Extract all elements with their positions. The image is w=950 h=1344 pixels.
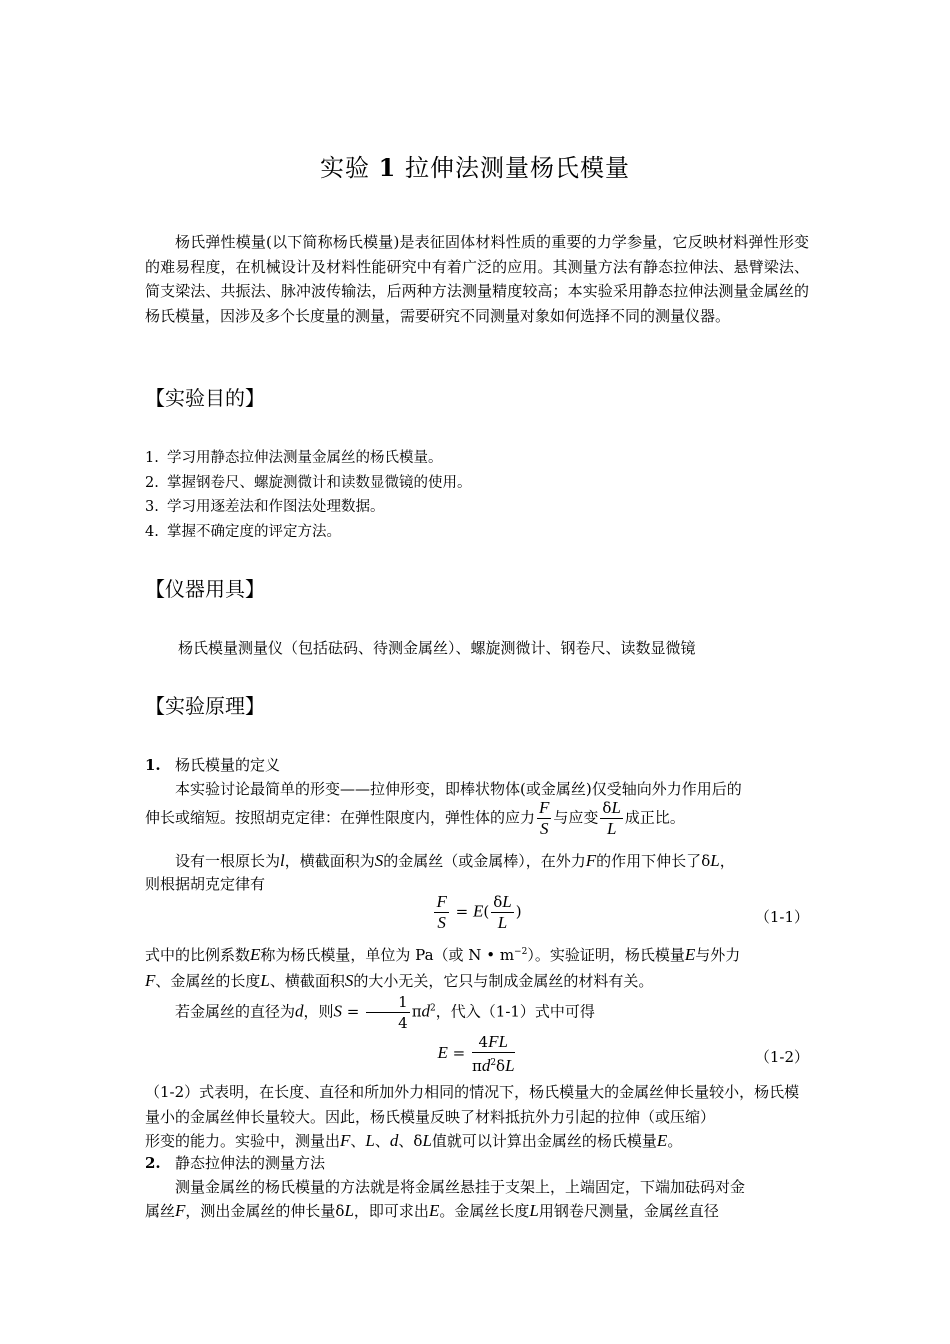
- principle-para-3: 式中的比例系数E称为杨氏模量，单位为 Pa（或 N • $m^{-2}$）。实验证明，杨氏模量E与外力 F、金属丝的长度L、横截面积S的大小无关，它只与制成金属丝的材料有关。: [145, 945, 741, 990]
- principle-para-2b: 则根据胡克定律有: [145, 875, 266, 893]
- principle-para-2: 设有一根原长为l，横截面积为S的金属丝（或金属棒），在外力F的作用下伸长了δL，: [175, 851, 735, 870]
- principle-para-4: 若金属丝的直径为d，则S = $\frac{1}{4}$ $\pi d^2$，代入（1-1）式中可得: [175, 993, 595, 1032]
- section-heading-principle: 【实验原理】: [145, 694, 265, 718]
- equation-1-2: E = $\frac{4FL}{\pi d^2\delta L}$ （1-2）: [437, 1032, 809, 1075]
- subsection-2: 2. 静态拉伸法的测量方法: [145, 1154, 325, 1172]
- principle-para-1a: 本实验讨论最简单的形变——拉伸形变，即棒状物体(或金属丝)仅受轴向外力作用后的: [175, 780, 742, 798]
- section-heading-purpose: 【实验目的】: [145, 386, 265, 410]
- principle-para-6b: 属丝F，测出金属丝的伸长量δL，即可求出E。金属丝长度L用钢卷尺测量，金属丝直径: [145, 1201, 719, 1220]
- principle-para-6: 测量金属丝的杨氏模量的方法就是将金属丝悬挂于支架上，上端固定，下端加砝码对金: [175, 1178, 746, 1196]
- principle-para-5: （1-2）式表明，在长度、直径和所加外力相同的情况下，杨氏模量大的金属丝伸长量较小，杨氏模量小的金属丝伸长量较大。因此，杨氏模量反映了材料抵抗外力引起的拉伸（或压缩）: [145, 1083, 800, 1126]
- subsection-1: 1. 杨氏模量的定义: [145, 756, 280, 774]
- intro-paragraph: 杨氏弹性模量(以下简称杨氏模量)是表征固体材料性质的重要的力学参量，它反映材料弹性形变的难易程度，在机械设计及材料性能研究中有着广泛的应用。其测量方法有静态拉伸法、悬臂梁法、简支梁法、共振法、脉冲波传输法，后两种方法测量精度较高；本实验采用静态拉伸法测量金属丝的杨氏模量，因涉及多个长度量的测量，需要研究不同测量对象如何选择不同的测量仪器。: [145, 233, 809, 325]
- principle-para-5b: 形变的能力。实验中，测量出F、L、d、δL值就可以计算出金属丝的杨氏模量E。: [145, 1131, 683, 1150]
- instruments-text: 杨氏模量测量仪（包括砝码、待测金属丝）、螺旋测微计、钢卷尺、读数显微镜: [178, 639, 696, 657]
- principle-para-1b: 伸长或缩短。按照胡克定律：在弹性限度内，弹性体的应力 $\frac{F}{S}$ 与应变 $\frac{\delta L}{L}$ 成正比。: [145, 798, 685, 838]
- equation-1-1: $\frac{F}{S}$ = E( $\frac{\delta L}{L}$ ) （1-1）: [436, 892, 809, 932]
- page-title: 实验 1 拉伸法测量杨氏模量: [320, 153, 630, 182]
- list-item: 2. 掌握钢卷尺、螺旋测微计和读数显微镜的使用。: [145, 474, 472, 491]
- list-item: 4. 掌握不确定度的评定方法。: [145, 523, 341, 540]
- section-heading-instruments: 【仪器用具】: [145, 577, 265, 601]
- purpose-list: [145, 446, 472, 544]
- list-item: 1. 学习用静态拉伸法测量金属丝的杨氏模量。: [145, 450, 443, 466]
- list-item: 3. 学习用逐差法和作图法处理数据。: [145, 499, 385, 515]
